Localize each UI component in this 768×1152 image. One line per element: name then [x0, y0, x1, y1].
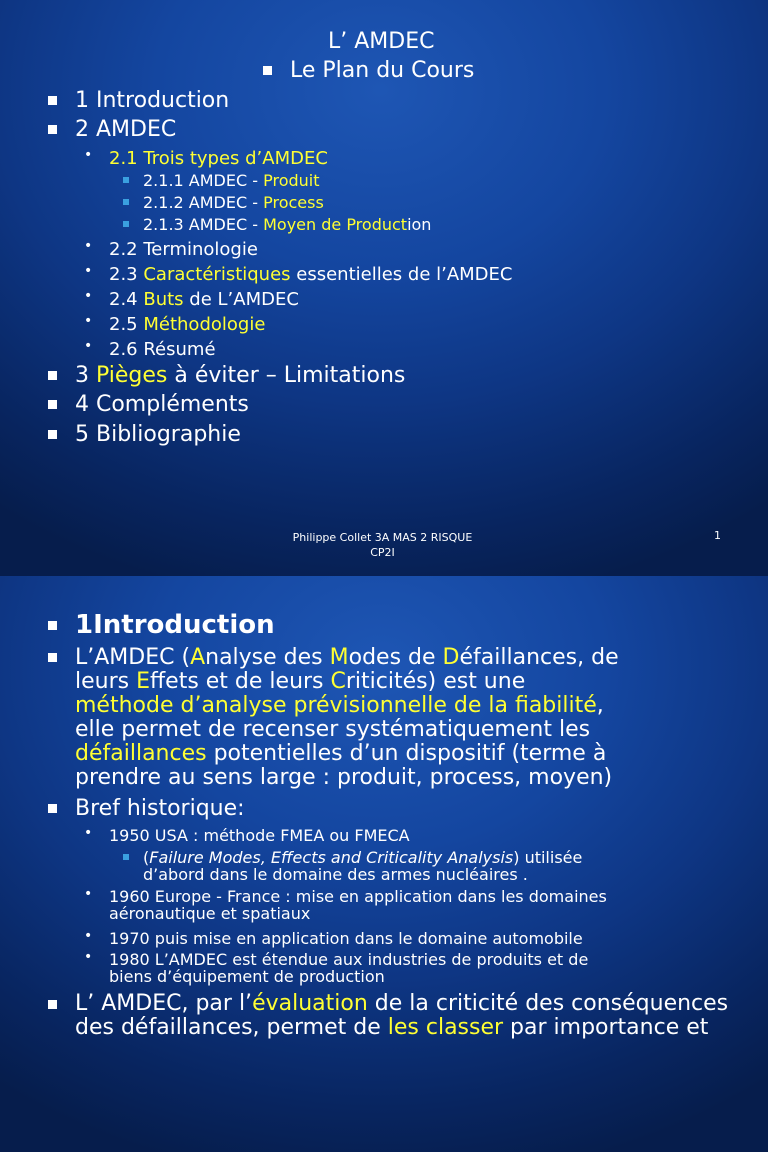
dot-bullet-icon: • — [84, 949, 93, 965]
definition-paragraph: L’AMDEC (Analyse des Modes de Défaillances, de leurs Effets et de leurs Criticités) est une méthode d’analyse prévisionnelle de la fiabilité, elle permet de recenser systématiquement les défaillances potentielles d’un dispositif (terme à prendre au sens large : produit, process, moyen) — [75, 645, 619, 790]
outline-item-complements: 4 Compléments — [75, 392, 249, 417]
dot-bullet-icon: • — [84, 313, 93, 329]
square-bullet-icon — [48, 96, 57, 105]
dot-bullet-icon: • — [84, 825, 93, 841]
history-heading: Bref historique: — [75, 796, 245, 821]
outline-item-2-5: 2.5 Méthodologie — [109, 314, 266, 335]
outline-item-2-3: 2.3 Caractéristiques essentielles de l’AMDEC — [109, 264, 513, 285]
slide-footer — [250, 530, 515, 560]
dot-bullet-icon: • — [84, 147, 93, 163]
outline-item-amdec: 2 AMDEC — [75, 117, 177, 142]
outline-item-2-1-3: 2.1.3 AMDEC - Moyen de Production — [143, 215, 432, 234]
square-bullet-icon — [48, 621, 57, 630]
slide-title: L’ AMDEC — [328, 29, 435, 54]
square-bullet-icon — [123, 199, 129, 205]
section-heading: 1Introduction — [75, 610, 275, 640]
square-bullet-icon — [123, 854, 129, 860]
square-bullet-icon — [123, 221, 129, 227]
slide-2 — [0, 576, 768, 1152]
history-1950: 1950 USA : méthode FMEA ou FMECA — [109, 826, 410, 845]
dot-bullet-icon: • — [84, 338, 93, 354]
fmea-definition: (Failure Modes, Effects and Criticality Analysis) utilisée d’abord dans le domaine des armes nucléaires . — [143, 848, 583, 884]
criticality-paragraph: L’ AMDEC, par l’évaluation de la criticité des conséquences des défaillances, permet de les classer par importance et — [75, 991, 729, 1040]
square-bullet-icon — [48, 1000, 57, 1009]
dot-bullet-icon: • — [84, 263, 93, 279]
history-1970: 1970 puis mise en application dans le domaine automobile — [109, 929, 583, 948]
outline-item-2-1: 2.1 Trois types d’AMDEC — [109, 148, 328, 169]
outline-item-2-6: 2.6 Résumé — [109, 339, 216, 360]
dot-bullet-icon: • — [84, 928, 93, 944]
square-bullet-icon — [263, 66, 272, 75]
dot-bullet-icon: • — [84, 238, 93, 254]
square-bullet-icon — [48, 400, 57, 409]
footer-line-1: Philippe Collet 3A MAS 2 RISQUE — [292, 531, 473, 544]
square-bullet-icon — [48, 371, 57, 380]
square-bullet-icon — [48, 804, 57, 813]
dot-bullet-icon: • — [84, 886, 93, 902]
outline-item-2-1-1: 2.1.1 AMDEC - Produit — [143, 171, 320, 190]
square-bullet-icon — [48, 430, 57, 439]
history-1980: 1980 L’AMDEC est étendue aux industries de produits et de biens d’équipement de production — [109, 950, 589, 986]
footer-line-2: CP2I — [370, 546, 395, 559]
history-1960: 1960 Europe - France : mise en application dans les domaines aéronautique et spatiaux — [109, 887, 607, 923]
dot-bullet-icon: • — [84, 288, 93, 304]
outline-item-pieges: 3 Pièges à éviter – Limitations — [75, 363, 406, 388]
page-number: 1 — [714, 529, 721, 542]
square-bullet-icon — [48, 653, 57, 662]
square-bullet-icon — [48, 125, 57, 134]
outline-item-2-1-2: 2.1.2 AMDEC - Process — [143, 193, 324, 212]
slide-subtitle: Le Plan du Cours — [290, 58, 475, 83]
square-bullet-icon — [123, 177, 129, 183]
outline-item-2-2: 2.2 Terminologie — [109, 239, 258, 260]
outline-item-bibliographie: 5 Bibliographie — [75, 422, 241, 447]
outline-item-introduction: 1 Introduction — [75, 88, 230, 113]
outline-item-2-4: 2.4 Buts de L’AMDEC — [109, 289, 299, 310]
